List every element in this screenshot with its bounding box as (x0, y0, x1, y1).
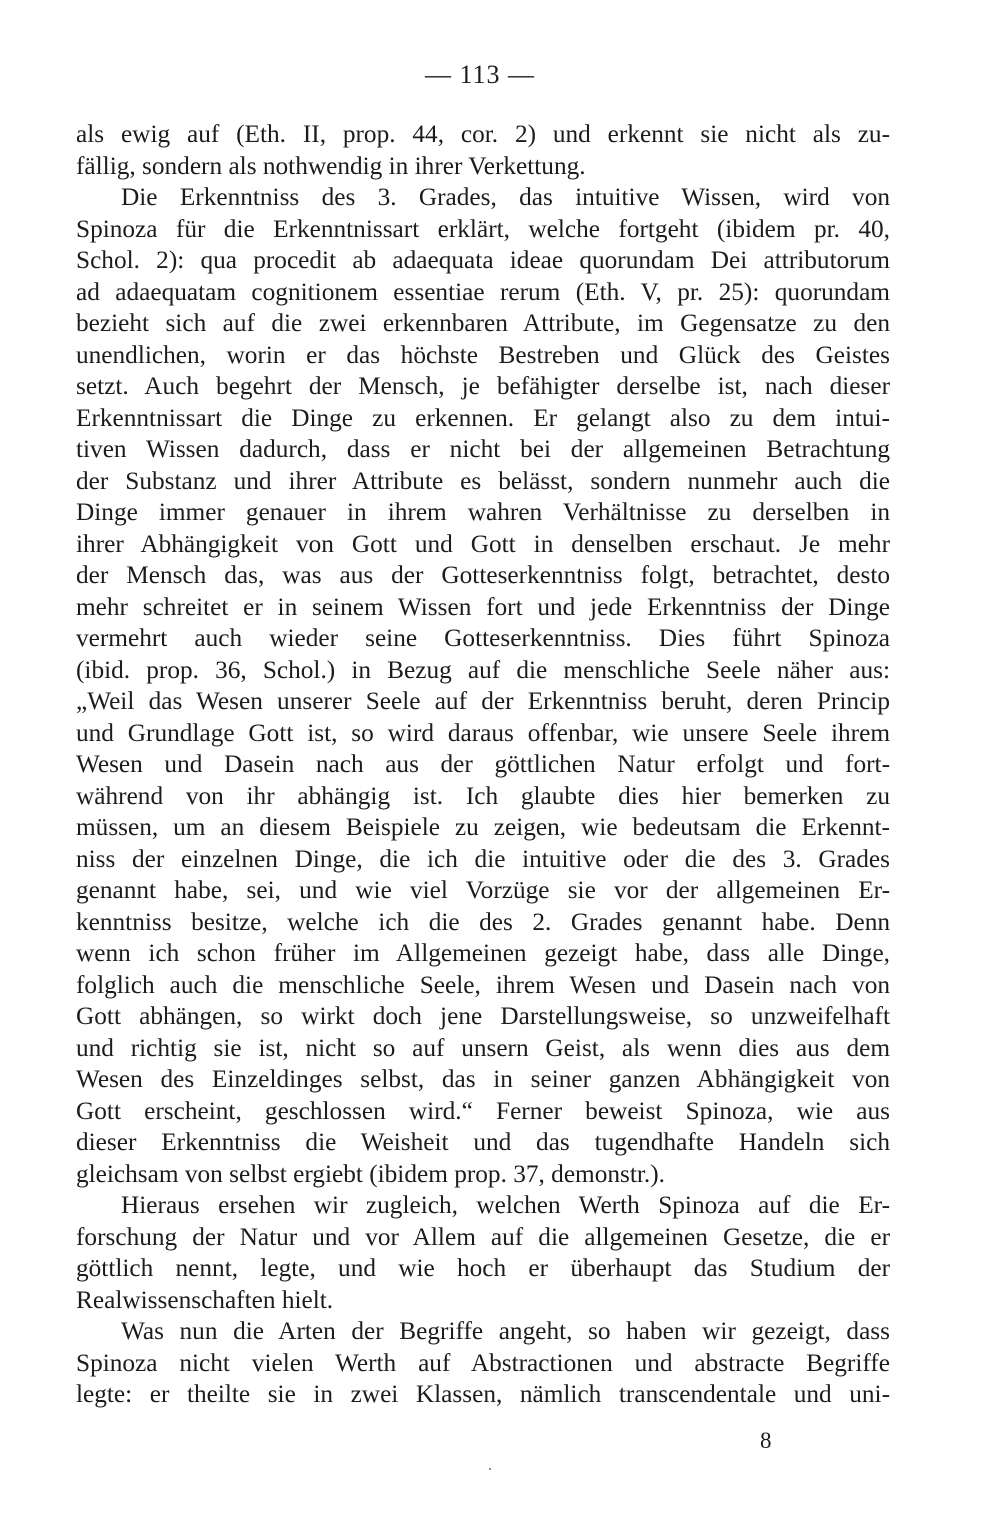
text-line: Realwissenschaften hielt. (76, 1285, 334, 1314)
text-line: der Mensch das, was aus der Gotteserkenntniss folgt, betrachtet, desto (76, 561, 890, 589)
text-line: kenntniss besitze, welche ich die des 2. Grades genannt habe. Denn (76, 907, 890, 936)
text-line: genannt habe, sei, und wie viel Vorzüge sie vor der allgemeinen Er- (76, 876, 890, 904)
text-line: legte: er theilte sie in zwei Klassen, nämlich transcendentale und uni- (76, 1380, 890, 1408)
paragraph-start-line: Hieraus ersehen wir zugleich, welchen Werth Spinoza auf die Er- (121, 1191, 890, 1219)
text-line: (ibid. prop. 36, Schol.) in Bezug auf die menschliche Seele näher aus: (76, 655, 890, 684)
text-line: Wesen des Einzeldinges selbst, das in seiner ganzen Abhängigkeit von (76, 1065, 890, 1093)
text-line: Wesen und Dasein nach aus der göttlichen Natur erfolgt und fort- (76, 750, 890, 778)
text-line: und richtig sie ist, nicht so auf unsern Geist, als wenn dies aus dem (76, 1033, 890, 1062)
paper-speck (489, 1468, 491, 1470)
text-line: setzt. Auch begehrt der Mensch, je befähigter derselbe ist, nach dieser (76, 372, 890, 400)
text-line: bezieht sich auf die zwei erkennbaren Attribute, im Gegensatze zu den (76, 309, 890, 337)
text-line: fällig, sondern als nothwendig in ihrer Verkettung. (76, 151, 586, 180)
text-line: ad adaequatam cognitionem essentiae rerum (Eth. V, pr. 25): quorundam (76, 277, 890, 306)
text-line: „Weil das Wesen unserer Seele auf der Erkenntniss beruht, deren Princip (76, 687, 890, 715)
text-line: Gott abhängen, so wirkt doch jene Darstellungsweise, so unzweifelhaft (76, 1002, 890, 1030)
text-line: Spinoza für die Erkenntnissart erklärt, welche fortgeht (ibidem pr. 40, (76, 214, 890, 243)
text-line: Gott erscheint, geschlossen wird.“ Ferner beweist Spinoza, wie aus (76, 1096, 890, 1125)
text-line: folglich auch die menschliche Seele, ihrem Wesen und Dasein nach von (76, 970, 890, 999)
text-line: mehr schreitet er in seinem Wissen fort und jede Erkenntniss der Dinge (76, 592, 890, 621)
text-line: Erkenntnissart die Dinge zu erkennen. Er gelangt also zu dem intui- (76, 403, 890, 432)
text-line: tiven Wissen dadurch, dass er nicht bei der allgemeinen Betrachtung (76, 435, 890, 463)
text-line: göttlich nennt, legte, und wie hoch er überhaupt das Studium der (76, 1254, 890, 1282)
page-number-header: — 113 — (424, 60, 536, 89)
text-line: als ewig auf (Eth. II, prop. 44, cor. 2) und erkennt sie nicht als zu- (76, 120, 890, 148)
text-line: Dinge immer genauer in ihrem wahren Verhältnisse zu derselben in (76, 498, 890, 526)
text-line: während von ihr abhängig ist. Ich glaubte dies hier bemerken zu (76, 781, 890, 810)
text-line: der Substanz und ihrer Attribute es belässt, sondern nunmehr auch die (76, 466, 890, 495)
text-line: niss der einzelnen Dinge, die ich die intuitive oder die des 3. Grades (76, 844, 890, 873)
text-line: ihrer Abhängigkeit von Gott und Gott in denselben erschaut. Je mehr (76, 529, 890, 558)
signature-mark: 8 (760, 1428, 772, 1453)
paragraph-start-line: Die Erkenntniss des 3. Grades, das intuitive Wissen, wird von (121, 183, 890, 211)
text-line: dieser Erkenntniss die Weisheit und das tugendhafte Handeln sich (76, 1128, 890, 1156)
text-line: müssen, um an diesem Beispiele zu zeigen, wie bedeutsam die Erkennt- (76, 813, 890, 841)
text-line: vermehrt auch wieder seine Gotteserkenntniss. Dies führt Spinoza (76, 624, 890, 652)
text-line: forschung der Natur und vor Allem auf die allgemeinen Gesetze, die er (76, 1222, 890, 1251)
text-line: Spinoza nicht vielen Werth auf Abstractionen und abstracte Begriffe (76, 1348, 890, 1377)
text-line: wenn ich schon früher im Allgemeinen gezeigt habe, dass alle Dinge, (76, 939, 890, 967)
paragraph-start-line: Was nun die Arten der Begriffe angeht, so haben wir gezeigt, dass (121, 1317, 890, 1345)
text-line: Schol. 2): qua procedit ab adaequata ideae quorundam Dei attributorum (76, 246, 890, 274)
text-line: unendlichen, worin er das höchste Bestreben und Glück des Geistes (76, 340, 890, 369)
text-line: gleichsam von selbst ergiebt (ibidem prop. 37, demonstr.). (76, 1159, 665, 1188)
body-text (76, 119, 890, 1411)
text-line: und Grundlage Gott ist, so wird daraus offenbar, wie unsere Seele ihrem (76, 718, 890, 747)
